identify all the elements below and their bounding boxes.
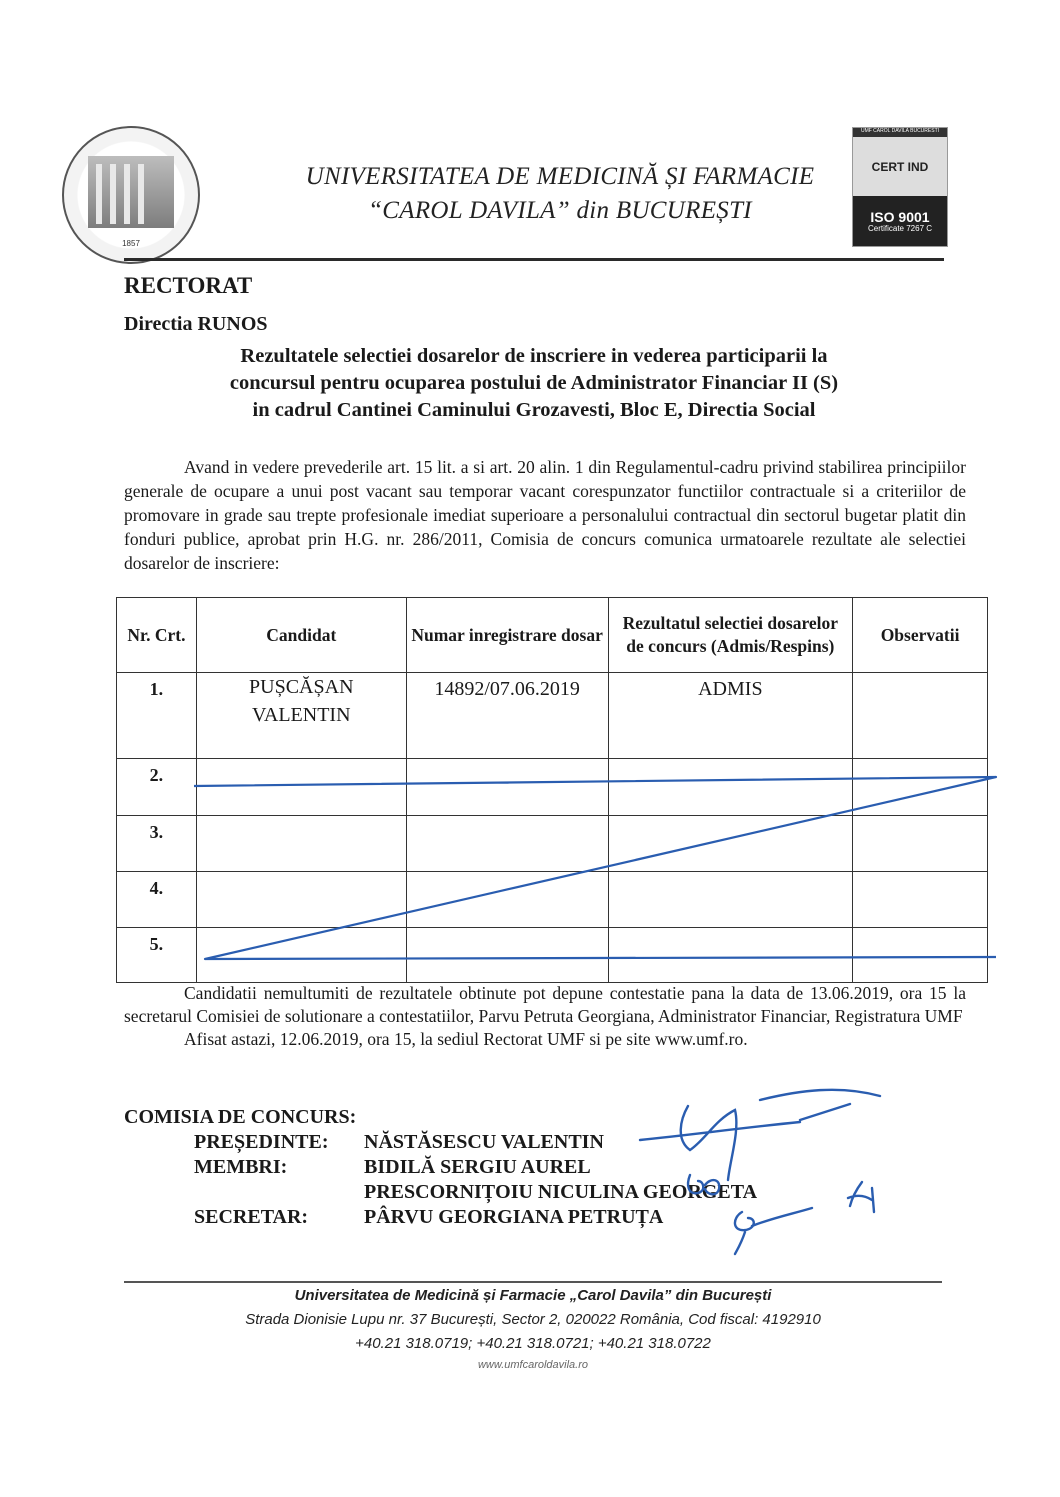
- footer: [124, 1284, 942, 1374]
- table-row: [117, 816, 988, 872]
- cell-rezultat: ADMIS: [608, 673, 853, 759]
- cell-nr: 3.: [117, 816, 197, 872]
- president-name: NĂSTĂSESCU VALENTIN: [364, 1131, 604, 1153]
- cell-observatii: [853, 928, 988, 983]
- contest-paragraph: Candidatii nemultumiti de rezultatele obtinute pot depune contestatie pana la data de 13.06.2019, ora 15 la secretarul Comisiei de solutionare a contestatiilor, Parvu Petruta Georgiana, Administrator Financiar, Registratura UMF: [124, 983, 966, 1026]
- footer-website-link[interactable]: www.umfcaroldavila.ro: [477, 1359, 589, 1371]
- footer-phones: +40.21 318.0719; +40.21 318.0721; +40.21 318.0722: [355, 1335, 711, 1352]
- cell-numar: 14892/07.06.2019: [406, 673, 608, 759]
- certificate-number: Certificate 7267 C: [867, 224, 933, 233]
- document-title: [124, 343, 944, 424]
- cell-candidat: [196, 816, 406, 872]
- intro-paragraph: [124, 455, 966, 575]
- iso-certification-badge: [852, 127, 948, 247]
- directorate-heading: Directia RUNOS: [124, 313, 268, 335]
- cell-nr: 4.: [117, 872, 197, 928]
- cell-candidat: [196, 872, 406, 928]
- university-seal-logo: [62, 126, 200, 264]
- member-2-name: PRESCORNIȚOIU NICULINA GEORGETA: [364, 1181, 758, 1203]
- secretary-label: SECRETAR:: [194, 1206, 309, 1228]
- header-observatii: Observatii: [853, 598, 988, 673]
- cell-observatii: [853, 673, 988, 759]
- cell-observatii: [853, 759, 988, 816]
- cell-rezultat: [608, 928, 853, 983]
- table-row: [117, 759, 988, 816]
- member-1-name: BIDILĂ SERGIU AUREL: [364, 1156, 591, 1178]
- header-candidat: Candidat: [196, 598, 406, 673]
- cell-rezultat: [608, 872, 853, 928]
- cell-numar: [406, 928, 608, 983]
- cell-numar: [406, 816, 608, 872]
- cell-candidat: [196, 759, 406, 816]
- footer-divider: [124, 1281, 942, 1283]
- header-rezultat: Rezultatul selectiei dosarelor de concurs (Admis/Respins): [608, 598, 853, 673]
- results-table: [116, 597, 988, 983]
- department-heading: RECTORAT: [124, 273, 253, 298]
- notice-section: [124, 982, 966, 1051]
- cell-candidat: [196, 928, 406, 983]
- cell-observatii: [853, 872, 988, 928]
- table-row: [117, 673, 988, 759]
- iso-label: ISO 9001: [870, 209, 930, 225]
- cell-nr: 2.: [117, 759, 197, 816]
- committee-heading: COMISIA DE CONCURS:: [124, 1106, 357, 1128]
- table-header-row: [117, 598, 988, 673]
- university-name: [230, 160, 890, 228]
- posted-line: Afisat astazi, 12.06.2019, ora 15, la sediul Rectorat UMF si pe site www.umf.ro.: [184, 1029, 748, 1049]
- logo-year: 1857: [122, 239, 140, 248]
- members-label: MEMBRI:: [194, 1156, 288, 1178]
- cell-rezultat: [608, 816, 853, 872]
- cell-numar: [406, 759, 608, 816]
- title-line-1: Rezultatele selectiei dosarelor de inscriere in vederea participarii la: [240, 345, 828, 367]
- header-divider: [124, 258, 944, 261]
- cert-top-text: UMF CAROL DAVILA BUCURESTI: [853, 128, 947, 137]
- table-row: [117, 872, 988, 928]
- title-line-2: concursul pentru ocuparea postului de Administrator Financiar II (S): [229, 372, 839, 394]
- university-name-line2: “CAROL DAVILA” din BUCUREȘTI: [368, 197, 752, 224]
- cert-brand-icon: CERT IND: [871, 160, 929, 174]
- table-row: [117, 928, 988, 983]
- president-label: PREȘEDINTE:: [194, 1131, 329, 1153]
- committee-section: [124, 1105, 757, 1230]
- building-image: [88, 156, 174, 228]
- cell-nr: 5.: [117, 928, 197, 983]
- intro-text: Avand in vedere prevederile art. 15 lit. a si art. 20 alin. 1 din Regulamentul-cadru privind stabilirea principiilor generale de ocupare a unui post vacant sau temporar vacant corespunzator functiilor contractuale si a criteriilor de promovare in grade sau trepte profesionale imediat superioare a personalului contractual din sectorul bugetar platit din fonduri publice, aprobat prin H.G. nr. 286/2011, Comisia de concurs comunica urmatoarele rezultate ale selectiei dosarelor de inscriere:: [124, 457, 966, 573]
- cell-numar: [406, 872, 608, 928]
- cell-nr: 1.: [117, 673, 197, 759]
- cell-candidat: PUȘCĂȘAN VALENTIN: [196, 673, 406, 759]
- header-numar: Numar inregistrare dosar: [406, 598, 608, 673]
- footer-university-name: Universitatea de Medicină și Farmacie „Carol Davila” din București: [294, 1287, 772, 1304]
- cell-rezultat: [608, 759, 853, 816]
- footer-address: Strada Dionisie Lupu nr. 37 București, Sector 2, 020022 România, Cod fiscal: 4192910: [245, 1311, 821, 1328]
- secretary-name: PÂRVU GEORGIANA PETRUȚA: [364, 1206, 664, 1228]
- title-line-3: in cadrul Cantinei Caminului Grozavesti, Bloc E, Directia Social: [252, 399, 816, 421]
- header-nr: Nr. Crt.: [117, 598, 197, 673]
- university-name-line1: UNIVERSITATEA DE MEDICINĂ ȘI FARMACIE: [305, 163, 815, 190]
- cell-observatii: [853, 816, 988, 872]
